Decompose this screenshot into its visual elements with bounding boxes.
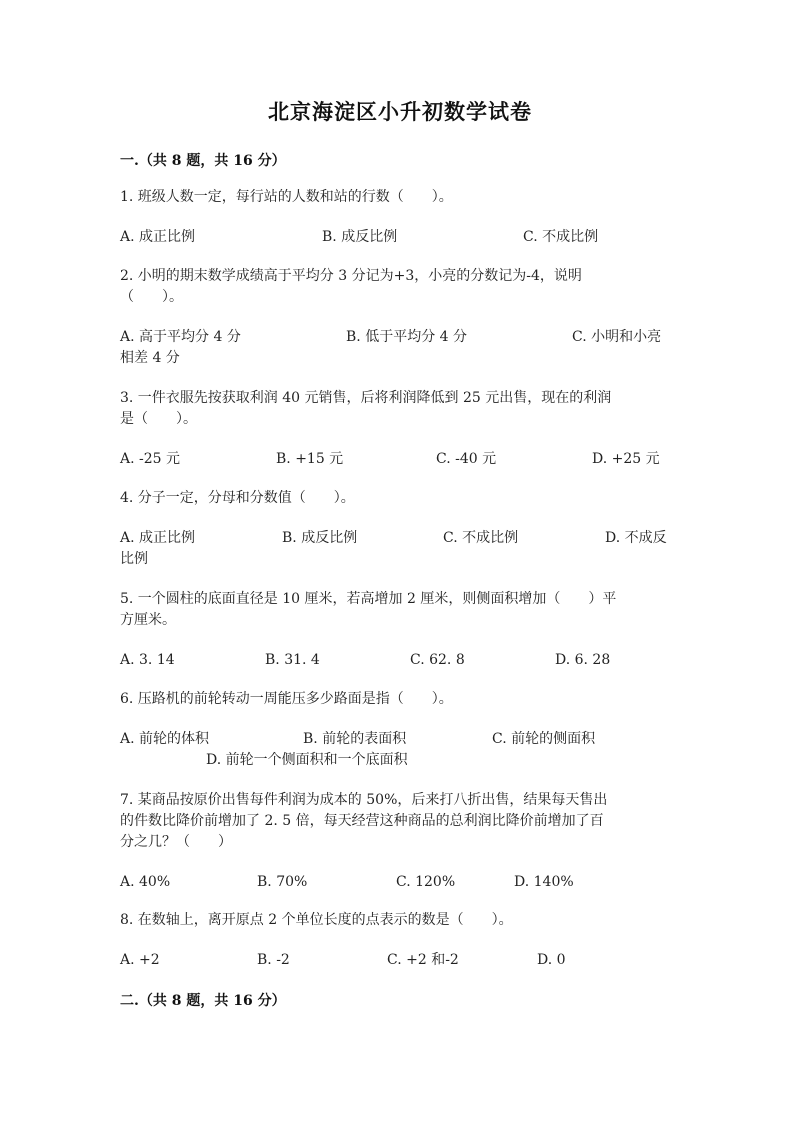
question-6-option-b[interactable]: B. 前轮的表面积 [303, 731, 407, 747]
question-4-option-d[interactable]: D. 不成反 [605, 530, 667, 546]
question-3-line-2: 是（ ）。 [120, 411, 197, 427]
question-2-line-1: 2. 小明的期末数学成绩高于平均分 3 分记为+3，小亮的分数记为-4，说明 [120, 268, 582, 284]
question-4-option-c[interactable]: C. 不成比例 [443, 530, 519, 546]
question-8-option-b[interactable]: B. -2 [257, 952, 290, 968]
question-5-option-c[interactable]: C. 62. 8 [410, 652, 465, 668]
question-3-option-a[interactable]: A. -25 元 [120, 451, 181, 467]
question-5-option-a[interactable]: A. 3. 14 [120, 652, 175, 668]
question-1-line-1: 1. 班级人数一定，每行站的人数和站的行数（ ）。 [120, 189, 453, 205]
question-5-option-d[interactable]: D. 6. 28 [555, 652, 611, 668]
question-1-option-a[interactable]: A. 成正比例 [120, 229, 196, 245]
page-title: 北京海淀区小升初数学试卷 [268, 99, 532, 124]
question-8-option-a[interactable]: A. +2 [120, 952, 160, 968]
question-1-option-c[interactable]: C. 不成比例 [523, 229, 599, 245]
question-1-option-b[interactable]: B. 成反比例 [322, 229, 398, 245]
section-heading-2: 二.（共 8 题，共 16 分） [120, 993, 286, 1009]
question-6-option-c[interactable]: C. 前轮的侧面积 [492, 731, 596, 747]
question-3-option-d[interactable]: D. +25 元 [592, 451, 660, 467]
question-5-option-b[interactable]: B. 31. 4 [265, 652, 320, 668]
question-7-option-d[interactable]: D. 140% [514, 874, 574, 890]
question-2-option-c-continued: 相差 4 分 [120, 350, 180, 366]
question-2-line-2: （ ）。 [120, 289, 183, 305]
question-2-option-b[interactable]: B. 低于平均分 4 分 [346, 329, 467, 345]
question-8-option-c[interactable]: C. +2 和-2 [387, 952, 459, 968]
section-heading-1: 一.（共 8 题，共 16 分） [120, 153, 286, 169]
question-8-line-1: 8. 在数轴上，离开原点 2 个单位长度的点表示的数是（ ）。 [120, 912, 513, 928]
question-2-option-c[interactable]: C. 小明和小亮 [572, 329, 662, 345]
question-3-option-c[interactable]: C. -40 元 [436, 451, 497, 467]
question-7-line-1: 7. 某商品按原价出售每件利润为成本的 50%，后来打八折出售，结果每天售出 [120, 792, 608, 808]
question-7-option-b[interactable]: B. 70% [257, 874, 308, 890]
question-7-option-a[interactable]: A. 40% [120, 874, 171, 890]
question-6-line-1: 6. 压路机的前轮转动一周能压多少路面是指（ ）。 [120, 691, 453, 707]
question-6-option-a[interactable]: A. 前轮的体积 [120, 731, 210, 747]
question-4-option-a[interactable]: A. 成正比例 [120, 530, 196, 546]
question-4-option-b[interactable]: B. 成反比例 [282, 530, 358, 546]
question-8-option-d[interactable]: D. 0 [537, 952, 566, 968]
question-3-line-1: 3. 一件衣服先按获取利润 40 元销售，后将利润降低到 25 元出售，现在的利润 [120, 390, 612, 406]
question-5-line-1: 5. 一个圆柱的底面直径是 10 厘米，若高增加 2 厘米，则侧面积增加（ ）平 [120, 591, 617, 607]
question-6-option-d[interactable]: D. 前轮一个侧面积和一个底面积 [206, 752, 408, 768]
question-2-option-a[interactable]: A. 高于平均分 4 分 [120, 329, 241, 345]
question-7-option-c[interactable]: C. 120% [396, 874, 456, 890]
question-4-option-d-continued: 比例 [120, 551, 148, 567]
question-3-option-b[interactable]: B. +15 元 [276, 451, 344, 467]
question-7-line-2: 的件数比降价前增加了 2. 5 倍，每天经营这种商品的总利润比降价前增加了百 [120, 813, 604, 829]
question-5-line-2: 方厘米。 [120, 612, 176, 628]
question-4-line-1: 4. 分子一定，分母和分数值（ ）。 [120, 490, 355, 506]
question-7-line-3: 分之几？（ ） [120, 834, 232, 850]
